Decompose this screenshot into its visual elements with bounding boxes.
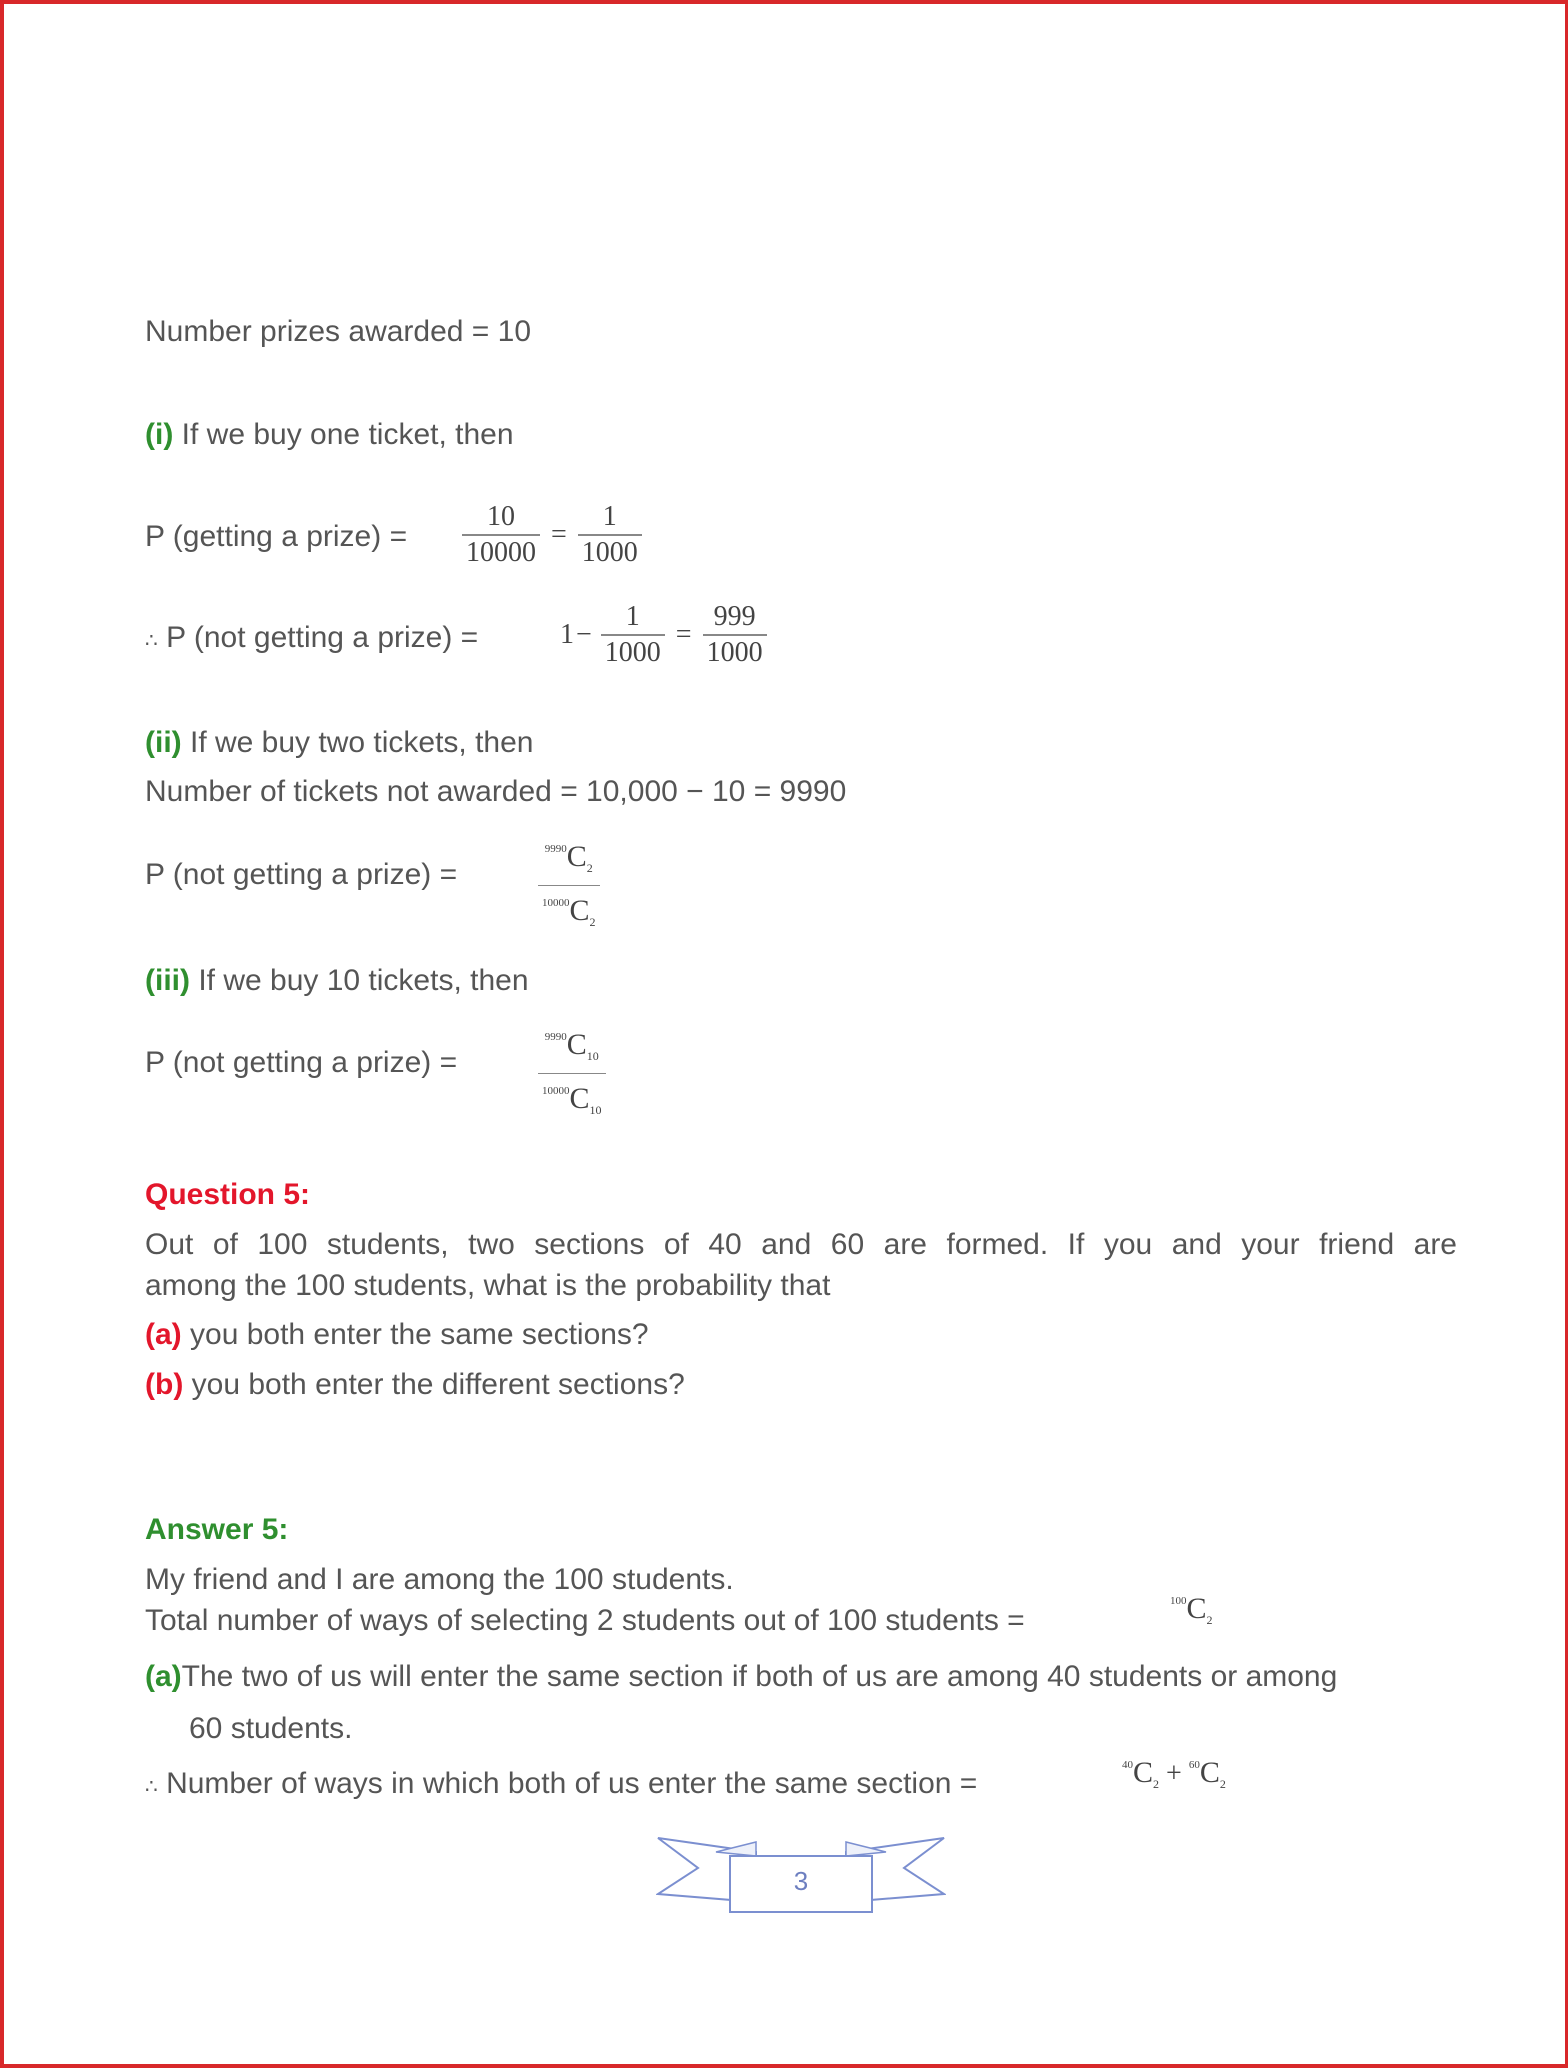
numerator: 10 <box>487 501 515 532</box>
fraction <box>538 1020 606 1127</box>
part-i-line <box>145 417 514 453</box>
combination-numerator: $^{9990}C_{10}$ <box>544 1028 599 1063</box>
question-part-a-label: (a) <box>145 1318 182 1351</box>
p-not-getting-3-expression <box>538 1020 606 1127</box>
combination-denominator: $^{10000}C_{10}$ <box>538 1073 606 1127</box>
minus-sign: − <box>576 619 592 650</box>
part-i-label: (i) <box>145 418 174 451</box>
same-section-combinations <box>1122 1756 1226 1792</box>
question-part-a-text: you both enter the same sections? <box>181 1318 649 1351</box>
p-not-getting-3-label: P (not getting a prize) = <box>145 1046 458 1079</box>
combination-40-2: $^{40}C_2$ <box>1122 1756 1160 1791</box>
question-line-2: among the 100 students, what is the probability that <box>145 1269 831 1302</box>
plus-sign: + <box>1166 1758 1182 1789</box>
denominator: 1000 <box>601 634 665 670</box>
fraction <box>462 500 540 570</box>
question-part-b <box>145 1367 685 1403</box>
question-line-1: Out of 100 students, two sections of 40 and 60 are formed. If you and your friend are <box>145 1228 1457 1261</box>
part-iii-text: If we buy 10 tickets, then <box>190 964 529 997</box>
answer-part-a-text: The two of us will enter the same section if both of us are among 40 students or among <box>181 1660 1338 1693</box>
combination-denominator: $^{10000}C_2$ <box>538 885 600 939</box>
equals-sign: = <box>675 619 692 650</box>
p-not-getting-1-label: P (not getting a prize) = <box>157 621 479 654</box>
therefore-symbol: ∴ <box>145 630 158 652</box>
one: 1 <box>560 619 574 650</box>
p-getting-label: P (getting a prize) = <box>145 520 408 553</box>
question-part-b-label: (b) <box>145 1368 184 1401</box>
denominator: 1000 <box>703 634 767 670</box>
not-awarded-line: Number of tickets not awarded = 10,000 − 10 = 9990 <box>145 775 847 808</box>
p-not-getting-2-expression <box>538 832 600 939</box>
p-not-getting-2-label: P (not getting a prize) = <box>145 858 458 891</box>
answer-part-a <box>145 1659 1337 1695</box>
page-number: 3 <box>793 1866 809 1896</box>
numerator: 1 <box>602 501 617 532</box>
part-ii-line <box>145 725 533 761</box>
denominator: 1000 <box>578 534 642 570</box>
answer-part-a-continuation: 60 students. <box>189 1712 353 1745</box>
p-not-getting-1-expression <box>560 600 767 670</box>
ways-line-text: Number of ways in which both of us enter the same section = <box>157 1767 978 1800</box>
answer-line-2: Total number of ways of selecting 2 students out of 100 students = <box>145 1604 1025 1637</box>
part-iii-label: (iii) <box>145 964 190 997</box>
combination-numerator: $^{9990}C_2$ <box>544 840 593 875</box>
numerator: 1 <box>625 601 640 632</box>
p-not-getting-1-line <box>145 620 478 659</box>
fraction <box>578 500 642 570</box>
fraction <box>601 600 665 670</box>
answer-line-1: My friend and I are among the 100 students. <box>145 1563 734 1596</box>
therefore-symbol: ∴ <box>145 1776 158 1798</box>
fraction <box>703 600 767 670</box>
combination-60-2: $^{60}C_2$ <box>1188 1756 1226 1791</box>
ways-line <box>145 1766 977 1805</box>
answer-part-a-label: (a) <box>145 1660 182 1693</box>
equals-sign: = <box>551 519 567 550</box>
fraction <box>538 832 600 939</box>
prizes-awarded-line: Number prizes awarded = 10 <box>145 315 532 348</box>
question-part-a <box>145 1317 649 1353</box>
part-ii-text: If we buy two tickets, then <box>181 726 534 759</box>
denominator: 10000 <box>462 534 540 570</box>
question-heading: Question 5: <box>145 1178 311 1211</box>
total-combination: $^{100}C_2$ <box>1170 1592 1213 1627</box>
question-part-b-text: you both enter the different sections? <box>183 1368 685 1401</box>
part-ii-label: (ii) <box>145 726 182 759</box>
p-getting-expression <box>462 500 642 570</box>
numerator: 999 <box>713 601 756 632</box>
part-iii-line <box>145 963 529 999</box>
part-i-text: If we buy one ticket, then <box>173 418 514 451</box>
answer-heading: Answer 5: <box>145 1513 289 1546</box>
